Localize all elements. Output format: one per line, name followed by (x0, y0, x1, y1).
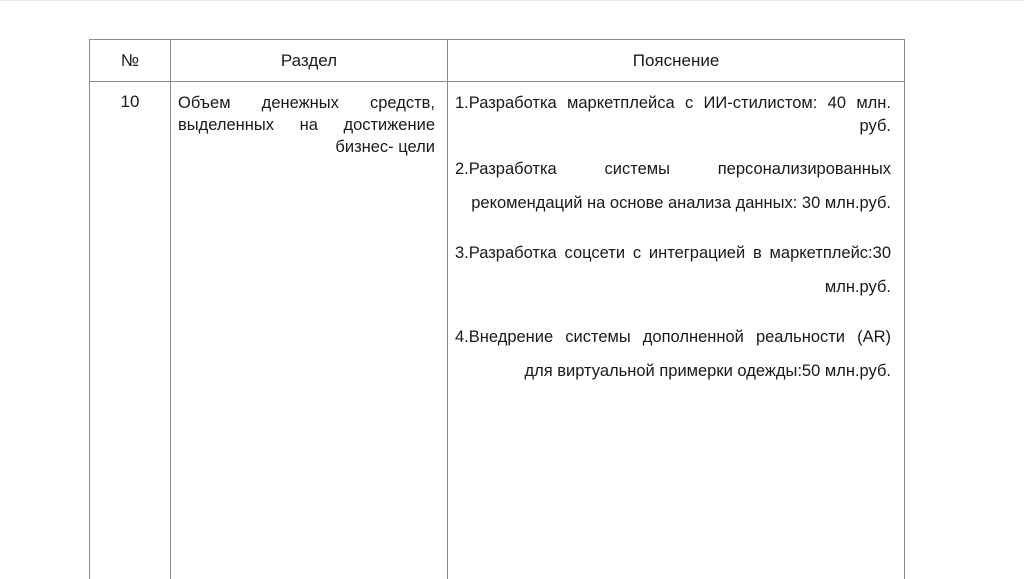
header-number: № (120, 50, 140, 70)
header-section: Раздел (280, 50, 338, 70)
row-number: 10 (120, 92, 140, 111)
header-explanation: Пояснение (632, 50, 720, 70)
explanation-item: 4.Внедрение системы дополненной реальности (AR) для виртуальной примерки одежды:50 млн.руб. (455, 328, 891, 380)
column-divider (447, 40, 448, 579)
explanation-item: 3.Разработка соцсети с интеграцией в маркетплейс:30 млн.руб. (455, 244, 891, 296)
table-header-row (90, 40, 904, 82)
row-explanation (455, 92, 891, 404)
budget-table (89, 39, 905, 579)
column-divider (170, 40, 171, 579)
explanation-item: 1.Разработка маркетплейса с ИИ-стилистом: 40 млн. руб. (455, 94, 891, 135)
explanation-item: 2.Разработка системы персонализированных рекомендаций на основе анализа данных: 30 млн.руб. (455, 160, 891, 212)
top-border-line (0, 0, 1024, 1)
row-section: Объем денежных средств, выделенных на достижение бизнес- цели (178, 94, 435, 156)
